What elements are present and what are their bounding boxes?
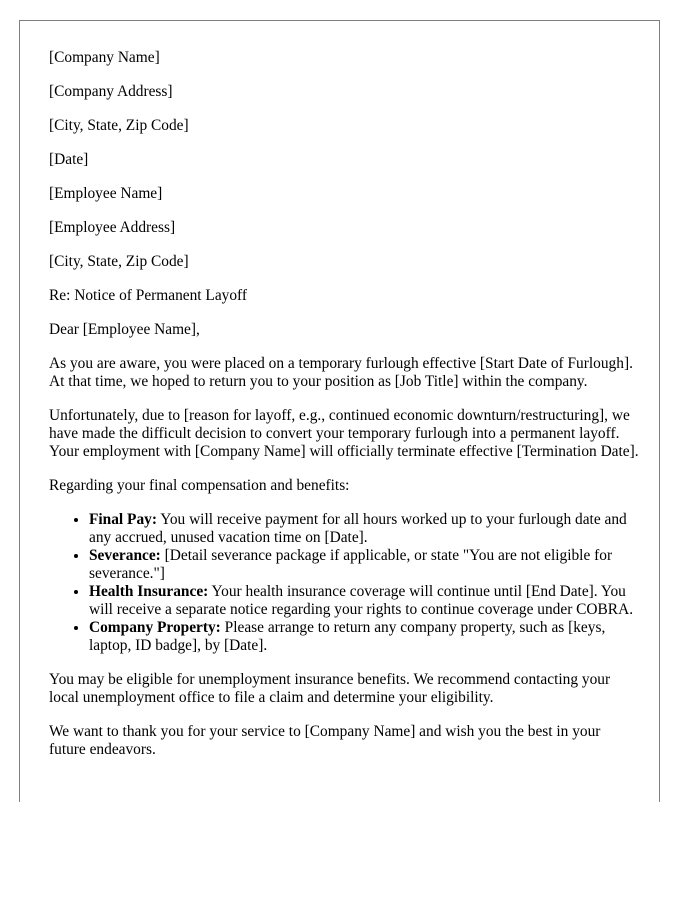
letter-body (49, 49, 639, 775)
benefits-list (49, 511, 639, 655)
benefit-label: Company Property: (89, 619, 221, 636)
benefit-text: Please arrange to return any company property, such as [keys, laptop, ID badge], by [Date]. (89, 619, 606, 654)
list-item (89, 619, 639, 655)
paragraph-compensation-intro: Regarding your final compensation and benefits: (49, 477, 350, 494)
employee-name: [Employee Name] (49, 185, 163, 202)
benefit-label: Health Insurance: (89, 583, 209, 600)
benefit-text: Your health insurance coverage will continue until [End Date]. You will receive a separate notice regarding your rights to continue coverage under COBRA. (89, 583, 634, 618)
employee-city-state-zip: [City, State, Zip Code] (49, 253, 189, 270)
paragraph-thanks: We want to thank you for your service to [Company Name] and wish you the best in your future endeavors. (49, 723, 601, 758)
company-address: [Company Address] (49, 83, 173, 100)
company-city-state-zip: [City, State, Zip Code] (49, 117, 189, 134)
company-name: [Company Name] (49, 49, 160, 66)
paragraph-furlough: As you are aware, you were placed on a temporary furlough effective [Start Date of Furlough]. At that time, we hoped to return you to your position as [Job Title] within the company. (49, 355, 633, 390)
list-item (89, 583, 639, 619)
benefit-text: You will receive payment for all hours worked up to your furlough date and any accrued, unused vacation time on [Date]. (89, 511, 627, 546)
employee-address: [Employee Address] (49, 219, 176, 236)
letter-frame (19, 20, 660, 802)
letter-date: [Date] (49, 151, 89, 168)
list-item (89, 547, 639, 583)
benefit-label: Severance: (89, 547, 161, 564)
paragraph-layoff: Unfortunately, due to [reason for layoff, e.g., continued economic downturn/restructuring], we have made the difficult decision to convert your temporary furlough into a permanent layoff. Your employment with [Company Name] will officially terminate effective [Termination Date]. (49, 407, 639, 460)
benefit-text: [Detail severance package if applicable, or state "You are not eligible for severance."] (89, 547, 613, 582)
paragraph-unemployment: You may be eligible for unemployment insurance benefits. We recommend contacting your local unemployment office to file a claim and determine your eligibility. (49, 671, 611, 706)
subject-line: Re: Notice of Permanent Layoff (49, 287, 248, 304)
list-item (89, 511, 639, 547)
salutation: Dear [Employee Name], (49, 321, 200, 338)
benefit-label: Final Pay: (89, 511, 157, 528)
